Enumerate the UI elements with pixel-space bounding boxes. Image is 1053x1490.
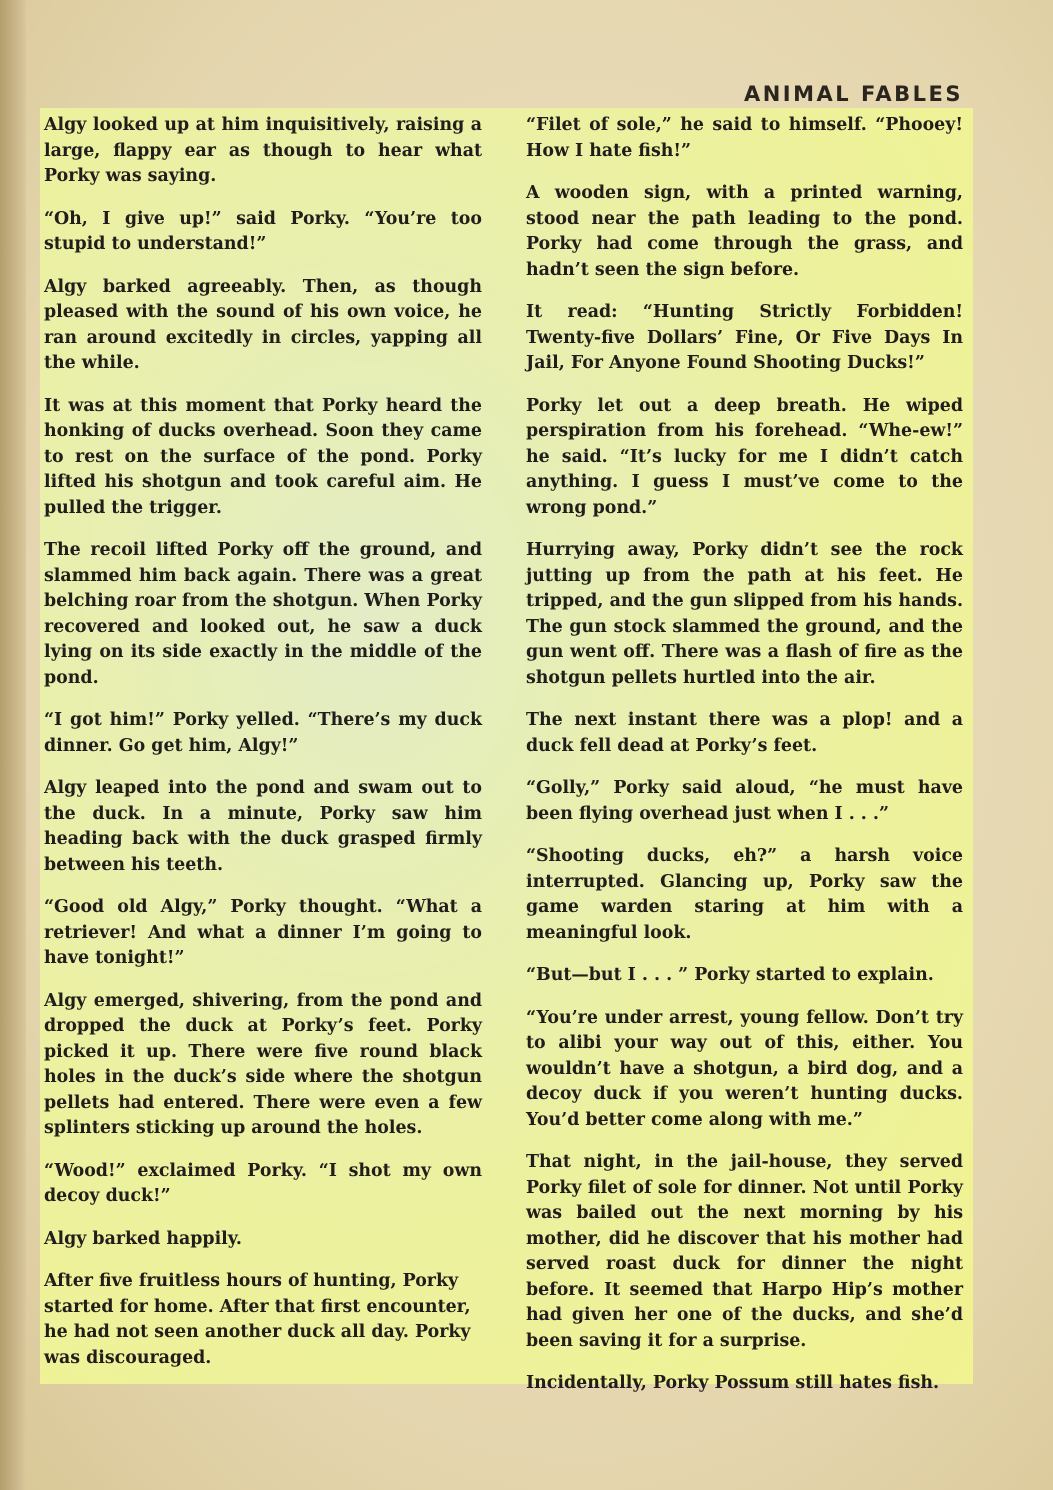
left-column xyxy=(44,113,482,1388)
paragraph: It was at this moment that Porky heard the honking of ducks overhead. Soon they came to rest on the surface of the pond. Porky lifted his shotgun and took careful aim. He pulled the trigger. xyxy=(44,395,482,518)
paragraph: “Good old Algy,” Porky thought. “What a retriever! And what a dinner I’m going to have tonight!” xyxy=(44,897,482,968)
paragraph: Hurrying away, Porky didn’t see the rock jutting up from the path at his feet. He tripped, and the gun slipped from his hands. The gun stock slammed the ground, and the gun went off. There was a flash of fire as the shotgun pellets hurtled into the air. xyxy=(526,540,963,688)
paragraph: A wooden sign, with a printed warning, stood near the path leading to the pond. Porky had come through the grass, and hadn’t seen the sign before. xyxy=(526,183,963,280)
paragraph: “But—but I . . . ” Porky started to explain. xyxy=(526,965,934,985)
paragraph: “Filet of sole,” he said to himself. “Phooey! How I hate fish!” xyxy=(526,115,963,161)
paragraph: “You’re under arrest, young fellow. Don’t try to alibi your way out of this, either. You wouldn’t have a shotgun, a bird dog, and a decoy duck if you weren’t hunting ducks. You’d better come along with me.” xyxy=(526,1007,963,1130)
paragraph: Porky let out a deep breath. He wiped perspiration from his forehead. “Whe-ew!” he said. “It’s lucky for me I didn’t catch anything. I guess I must’ve come to the wrong pond.” xyxy=(526,395,963,518)
paragraph: “Golly,” Porky said aloud, “he must have been flying overhead just when I . . .” xyxy=(526,778,963,824)
paragraph: It read: “Hunting Strictly Forbidden! Twenty-five Dollars’ Fine, Or Five Days In Jail, For Anyone Found Shooting Ducks!” xyxy=(526,302,963,373)
paragraph: Algy barked happily. xyxy=(44,1228,242,1249)
right-column xyxy=(526,113,963,1414)
paragraph: Algy looked up at him inquisitively, raising a large, flappy ear as though to hear what Porky was saying. xyxy=(44,115,482,186)
paragraph: The next instant there was a plop! and a duck fell dead at Porky’s feet. xyxy=(526,710,963,756)
paragraph: Algy emerged, shivering, from the pond and dropped the duck at Porky’s feet. Porky picked it up. There were five round black holes in the duck’s side where the shotgun pellets had entered. There were even a few splinters sticking up around the holes. xyxy=(44,990,482,1138)
paragraph: Algy barked agreeably. Then, as though pleased with the sound of his own voice, he ran around excitedly in circles, yapping all the while. xyxy=(44,276,482,373)
paragraph: “I got him!” Porky yelled. “There’s my duck dinner. Go get him, Algy!” xyxy=(44,710,482,756)
page-spine-shadow xyxy=(0,0,26,1490)
paragraph: After five fruitless hours of hunting, Porky started for home. After that first encounter, he had not seen another duck all day. Porky was discouraged. xyxy=(44,1271,471,1368)
paragraph: That night, in the jail-house, they served Porky filet of sole for dinner. Not until Porky was bailed out the next morning by his mother, did he discover that his mother had served roast duck for dinner the night before. It seemed that Harpo Hip’s mother had given her one of the ducks, and she’d been saving it for a surprise. xyxy=(526,1152,963,1351)
paragraph: Algy leaped into the pond and swam out to the duck. In a minute, Porky saw him heading back with the duck grasped firmly between his teeth. xyxy=(44,778,482,875)
paragraph: “Oh, I give up!” said Porky. “You’re too stupid to understand!” xyxy=(44,208,482,254)
paragraph: Incidentally, Porky Possum still hates fish. xyxy=(526,1373,940,1393)
paragraph: “Wood!” exclaimed Porky. “I shot my own decoy duck!” xyxy=(44,1160,482,1206)
paragraph: The recoil lifted Porky off the ground, and slammed him back again. There was a great belching roar from the shotgun. When Porky recovered and looked out, he saw a duck lying on its side exactly in the middle of the pond. xyxy=(44,540,482,688)
paragraph: “Shooting ducks, eh?” a harsh voice interrupted. Glancing up, Porky saw the game warden staring at him with a meaningful look. xyxy=(526,846,963,943)
page-header-title: ANIMAL FABLES xyxy=(743,82,963,106)
